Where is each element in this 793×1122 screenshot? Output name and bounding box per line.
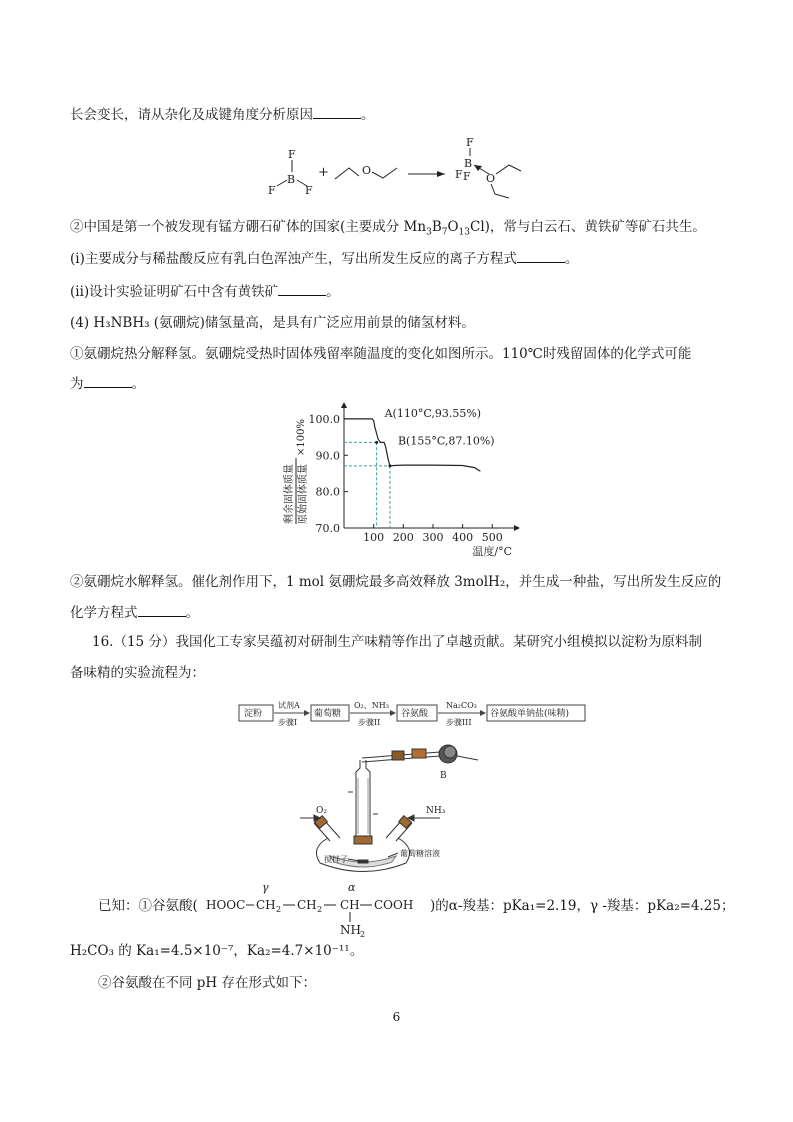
nh2-sub: 2 [360, 930, 366, 939]
page-number: 6 [392, 1010, 401, 1024]
text-line-10 [92, 632, 702, 652]
text-line-3 [70, 248, 578, 269]
line-text: ②氨硼烷水解释氢。催化剂作用下，1 mol 氨硼烷最多高效释放 3molH₂，并生成一种盐，写出所发生反应的 [70, 574, 722, 590]
y-tick-label: 100.0 [308, 412, 340, 426]
adduct-f-mid: F [463, 170, 471, 183]
flow-step-glutamic: 谷氨酸 [401, 709, 429, 719]
adduct-f-left: F [455, 168, 463, 181]
line-text: 长会变长，请从杂化及成键角度分析原因 [70, 107, 313, 123]
ether-o: O [362, 164, 372, 177]
line-text: )的α-羧基：pKa₁=2.19，γ -羧基：pKa₂=4.25； [430, 898, 735, 914]
y-tick-label: 70.0 [315, 522, 340, 535]
x-axis-label: 温度/°C [472, 545, 512, 558]
label-glucose-solution: 葡萄糖溶液 [400, 849, 440, 858]
text-line-8 [70, 572, 721, 592]
x-tick-label: 200 [392, 531, 414, 544]
period: 。 [564, 251, 579, 267]
line-text: 16.（15 分）我国化工专家吴蕴初对研制生产味精等作出了卓越贡献。某研究小组模拟以淀粉为原料制 [92, 634, 702, 650]
adduct-f-top: F [466, 136, 474, 149]
subscript: 3 [426, 227, 432, 238]
line-text: H₂CO₃ 的 Ka₁=4.5×10⁻⁷，Ka₂=4.7×10⁻¹¹。 [70, 943, 364, 959]
data-point [388, 464, 391, 467]
label-stirrer: 搅拌子 [324, 855, 348, 864]
ch2-sub-2: 2 [317, 905, 323, 914]
period: 。 [131, 376, 145, 392]
line-text: (i)主要成分与稀盐酸反应有乳白色浑浊产生，写出所发生反应的离子方程式 [70, 251, 517, 267]
text-line-2 [70, 217, 706, 243]
subscript: 7 [441, 227, 448, 238]
period: 。 [185, 605, 199, 621]
x-tick-label: 400 [452, 531, 474, 544]
line-text: ②谷氨酸在不同 pH 存在形式如下： [98, 975, 316, 991]
period: 。 [361, 107, 375, 123]
bf3-b: B [287, 173, 296, 186]
y-tick-label: 80.0 [315, 485, 340, 499]
line-text: ①氨硼烷热分解释氢。氨硼烷受热时固体残留率随温度的变化如图所示。110℃时残留固体的化学式可能 [70, 346, 692, 362]
line-text: Cl)，常与白云石、黄铁矿等矿石共生。 [470, 219, 706, 235]
bf3-f-left: F [268, 184, 276, 197]
line-text: 化学方程式 [70, 605, 138, 621]
cooh-group: COOH [374, 898, 414, 912]
adduct-o: O [486, 172, 496, 185]
answer-blank[interactable] [84, 373, 132, 388]
label-b: B [440, 771, 447, 781]
bf3-f-top: F [288, 148, 296, 161]
h2co3-line [70, 941, 363, 961]
line-text: (4) H₃NBH₃ (氨硼烷)储氢量高，是具有广泛应用前景的储氢材料。 [70, 315, 475, 331]
flow-step-msg: 谷氨酸单钠盐(味精) [490, 709, 570, 719]
apparatus-diagram [300, 738, 500, 873]
answer-blank[interactable] [517, 248, 565, 263]
text-line-5 [70, 313, 475, 333]
adduct-b: B [464, 157, 473, 170]
ch2-gamma: CH [256, 898, 276, 912]
y-axis-arrow [341, 402, 347, 408]
flow-arrow3-bottom: 步骤III [446, 718, 472, 727]
point-label: A(110°C,93.55%) [384, 407, 482, 421]
text-line-9 [70, 602, 199, 623]
ch-alpha: CH [340, 898, 360, 912]
x-tick-label: 500 [481, 531, 503, 544]
line-text: 已知：①谷氨酸( [98, 898, 198, 914]
x-tick-label: 100 [363, 531, 385, 544]
process-flowchart [238, 697, 598, 731]
text-line-1 [70, 104, 375, 125]
flow-arrow1-top: 试剂A [278, 701, 300, 710]
hooc-group: HOOC [206, 898, 246, 912]
text-line-11 [70, 663, 205, 683]
tube-stopper [392, 751, 404, 760]
subscript: 13 [458, 227, 470, 238]
data-point [375, 441, 378, 444]
point-label: B(155°C,87.10%) [397, 434, 495, 448]
residue-rate-chart [272, 402, 522, 560]
flow-arrow2-top: O₂、NH₃ [354, 701, 389, 710]
text-line-6 [70, 344, 691, 364]
ch2-sub: 2 [276, 905, 282, 914]
y-axis-label-top: 剩余固体质量 [284, 464, 295, 524]
glutamic-acid-structure [202, 878, 434, 940]
answer-blank[interactable] [278, 281, 326, 296]
known-line-suffix [430, 896, 734, 916]
flow-step-glucose: 葡萄糖 [314, 709, 342, 719]
element-o: O [447, 219, 459, 235]
text-line-4 [70, 281, 340, 302]
flow-arrow3-top: Na₂CO₃ [446, 701, 477, 710]
line-text: 为 [70, 376, 84, 392]
answer-blank[interactable] [138, 602, 186, 617]
y-axis-label-mult: ×100% [296, 419, 307, 456]
y-axis-label-bottom: 原始固体质量 [298, 464, 309, 524]
known-line [98, 896, 198, 916]
alpha-label: α [348, 881, 356, 894]
ch2-beta: CH [297, 898, 317, 912]
line-text: (ii)设计实验证明矿石中含有黄铁矿 [70, 284, 279, 300]
text-line-7 [70, 373, 145, 394]
label-o2: O₂ [316, 806, 327, 816]
x-tick-label: 300 [422, 531, 444, 544]
y-tick-label: 90.0 [315, 449, 340, 463]
bf3-f-right: F [305, 184, 313, 197]
bf3-ether-reaction [265, 134, 545, 204]
flow-arrow1-bottom: 步骤I [278, 718, 298, 727]
nh2-group: NH [340, 923, 361, 937]
x-axis-arrow [514, 525, 520, 531]
period: 。 [326, 284, 340, 300]
gamma-label: γ [262, 881, 269, 894]
flow-step-starch: 淀粉 [244, 709, 263, 719]
answer-blank[interactable] [313, 104, 361, 119]
plus-sign: + [318, 165, 329, 180]
line-text: 备味精的实验流程为： [70, 665, 205, 681]
element-b: B [431, 219, 442, 235]
text-line-last [98, 973, 316, 993]
line-text: ②中国是第一个被发现有锰方硼石矿体的国家(主要成分 Mn [70, 219, 427, 235]
flow-arrow2-bottom: 步骤II [358, 718, 381, 727]
label-nh3: NH₃ [426, 806, 446, 816]
